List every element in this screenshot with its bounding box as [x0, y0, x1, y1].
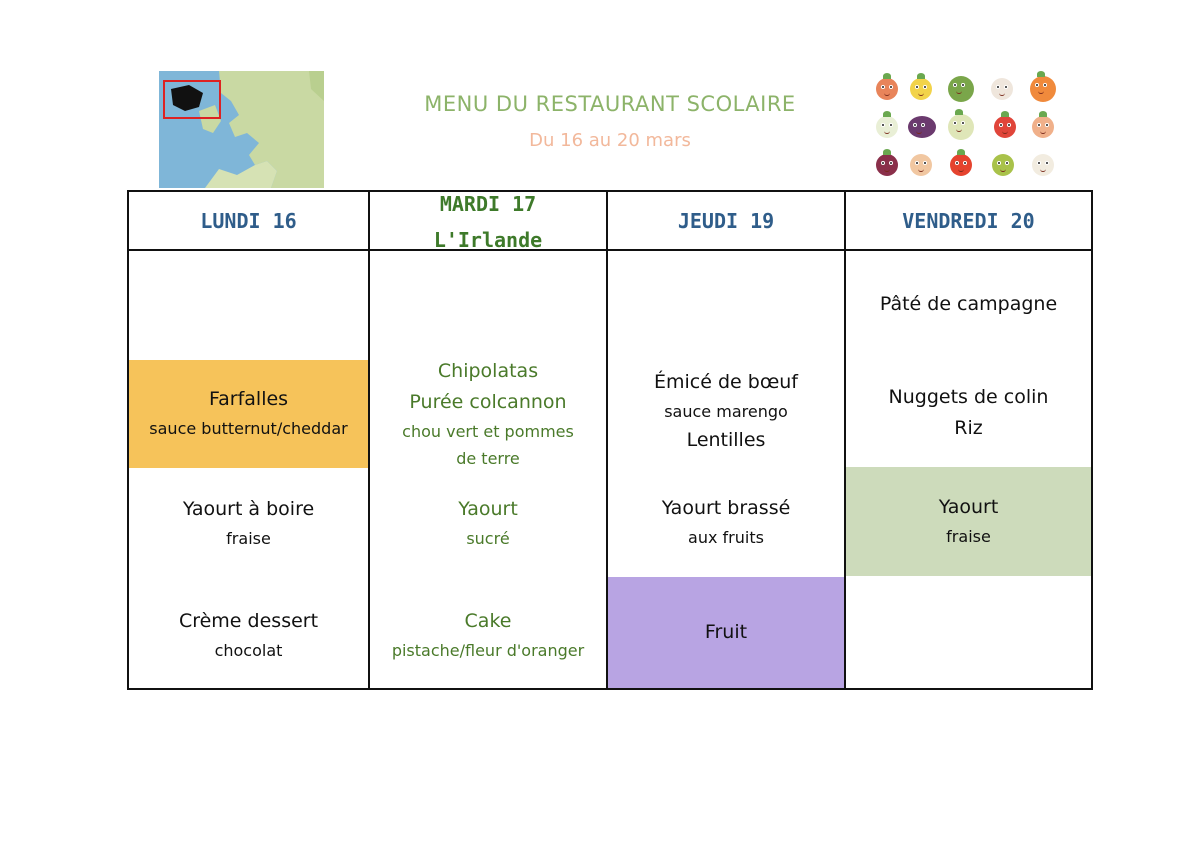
dish-name: Chipolatas	[437, 360, 539, 382]
garlic-icon	[1032, 154, 1054, 176]
dish-name: Nuggets de colin	[888, 386, 1049, 408]
dish-name: Pâté de campagne	[879, 293, 1058, 315]
dairy-cell	[370, 494, 606, 552]
dish-detail: sauce butternut/cheddar	[149, 419, 348, 438]
dairy-cell	[129, 494, 368, 552]
starter-cell	[846, 289, 1091, 320]
dish-detail: chou vert et pommes de terre	[402, 422, 574, 468]
dish-detail: fraise	[226, 529, 271, 548]
dish-name: Crème dessert	[178, 610, 319, 632]
dish-detail: sucré	[466, 529, 510, 548]
dish-name: Yaourt	[938, 496, 999, 518]
dish-name: Yaourt à boire	[182, 498, 315, 520]
day-column-vendredi	[844, 192, 1091, 688]
potato-icon	[910, 154, 932, 176]
carrot-icon	[876, 78, 898, 100]
dairy-cell	[846, 467, 1091, 576]
main-dish-cell	[129, 360, 368, 468]
day-column-lundi	[129, 192, 368, 688]
dish-name: Yaourt	[458, 498, 518, 520]
day-header	[129, 192, 368, 251]
mushroom-icon	[991, 78, 1013, 100]
pepper-icon	[994, 116, 1016, 138]
day-header	[370, 192, 606, 251]
dish-name: Fruit	[704, 621, 748, 643]
broccoli-icon	[948, 76, 974, 102]
day-header-label: LUNDI 16	[200, 209, 297, 233]
dish-detail: sauce marengo	[664, 402, 788, 421]
day-header-label: MARDI 17	[439, 192, 537, 216]
dairy-cell	[608, 493, 844, 551]
beet-icon	[876, 154, 898, 176]
cauliflower-icon	[948, 114, 974, 140]
day-column-jeudi	[606, 192, 844, 688]
day-header	[846, 192, 1091, 251]
dish-detail: fraise	[946, 527, 991, 546]
onion-icon	[1032, 116, 1054, 138]
main-dish-cell	[846, 382, 1091, 444]
menu-title: MENU DU RESTAURANT SCOLAIRE	[424, 92, 796, 116]
day-column-mardi	[368, 192, 606, 688]
dish-name: Purée colcannon	[409, 391, 567, 413]
vegetables-decoration	[866, 70, 1066, 182]
corn-icon	[910, 78, 932, 100]
dessert-cell	[129, 606, 368, 664]
ireland-map-image	[159, 71, 324, 188]
dish-name: Lentilles	[686, 429, 766, 451]
eggplant-icon	[908, 116, 936, 138]
day-header-label: VENDREDI 20	[902, 209, 1035, 233]
dish-name: Cake	[464, 610, 512, 632]
main-dish-cell	[608, 367, 844, 456]
theme-label: L'Irlande	[433, 228, 543, 252]
day-header-label: JEUDI 19	[677, 209, 775, 233]
dessert-cell	[608, 577, 844, 688]
tomato-icon	[950, 154, 972, 176]
dish-name: Farfalles	[208, 388, 289, 410]
dish-detail: chocolat	[214, 641, 283, 660]
pea-icon	[992, 154, 1014, 176]
menu-table	[127, 190, 1093, 690]
dessert-cell	[370, 606, 606, 664]
dish-name: Yaourt brassé	[661, 497, 791, 519]
dish-detail: aux fruits	[688, 528, 764, 547]
dish-name: Riz	[954, 417, 983, 439]
date-range: Du 16 au 20 mars	[529, 130, 691, 151]
dish-detail: pistache/fleur d'oranger	[391, 641, 585, 660]
dish-name: Émicé de bœuf	[654, 371, 798, 393]
main-dish-cell	[370, 356, 606, 472]
europe-map-icon	[159, 71, 324, 188]
pumpkin-icon	[1030, 76, 1056, 102]
day-header	[608, 192, 844, 251]
leek-icon	[876, 116, 898, 138]
